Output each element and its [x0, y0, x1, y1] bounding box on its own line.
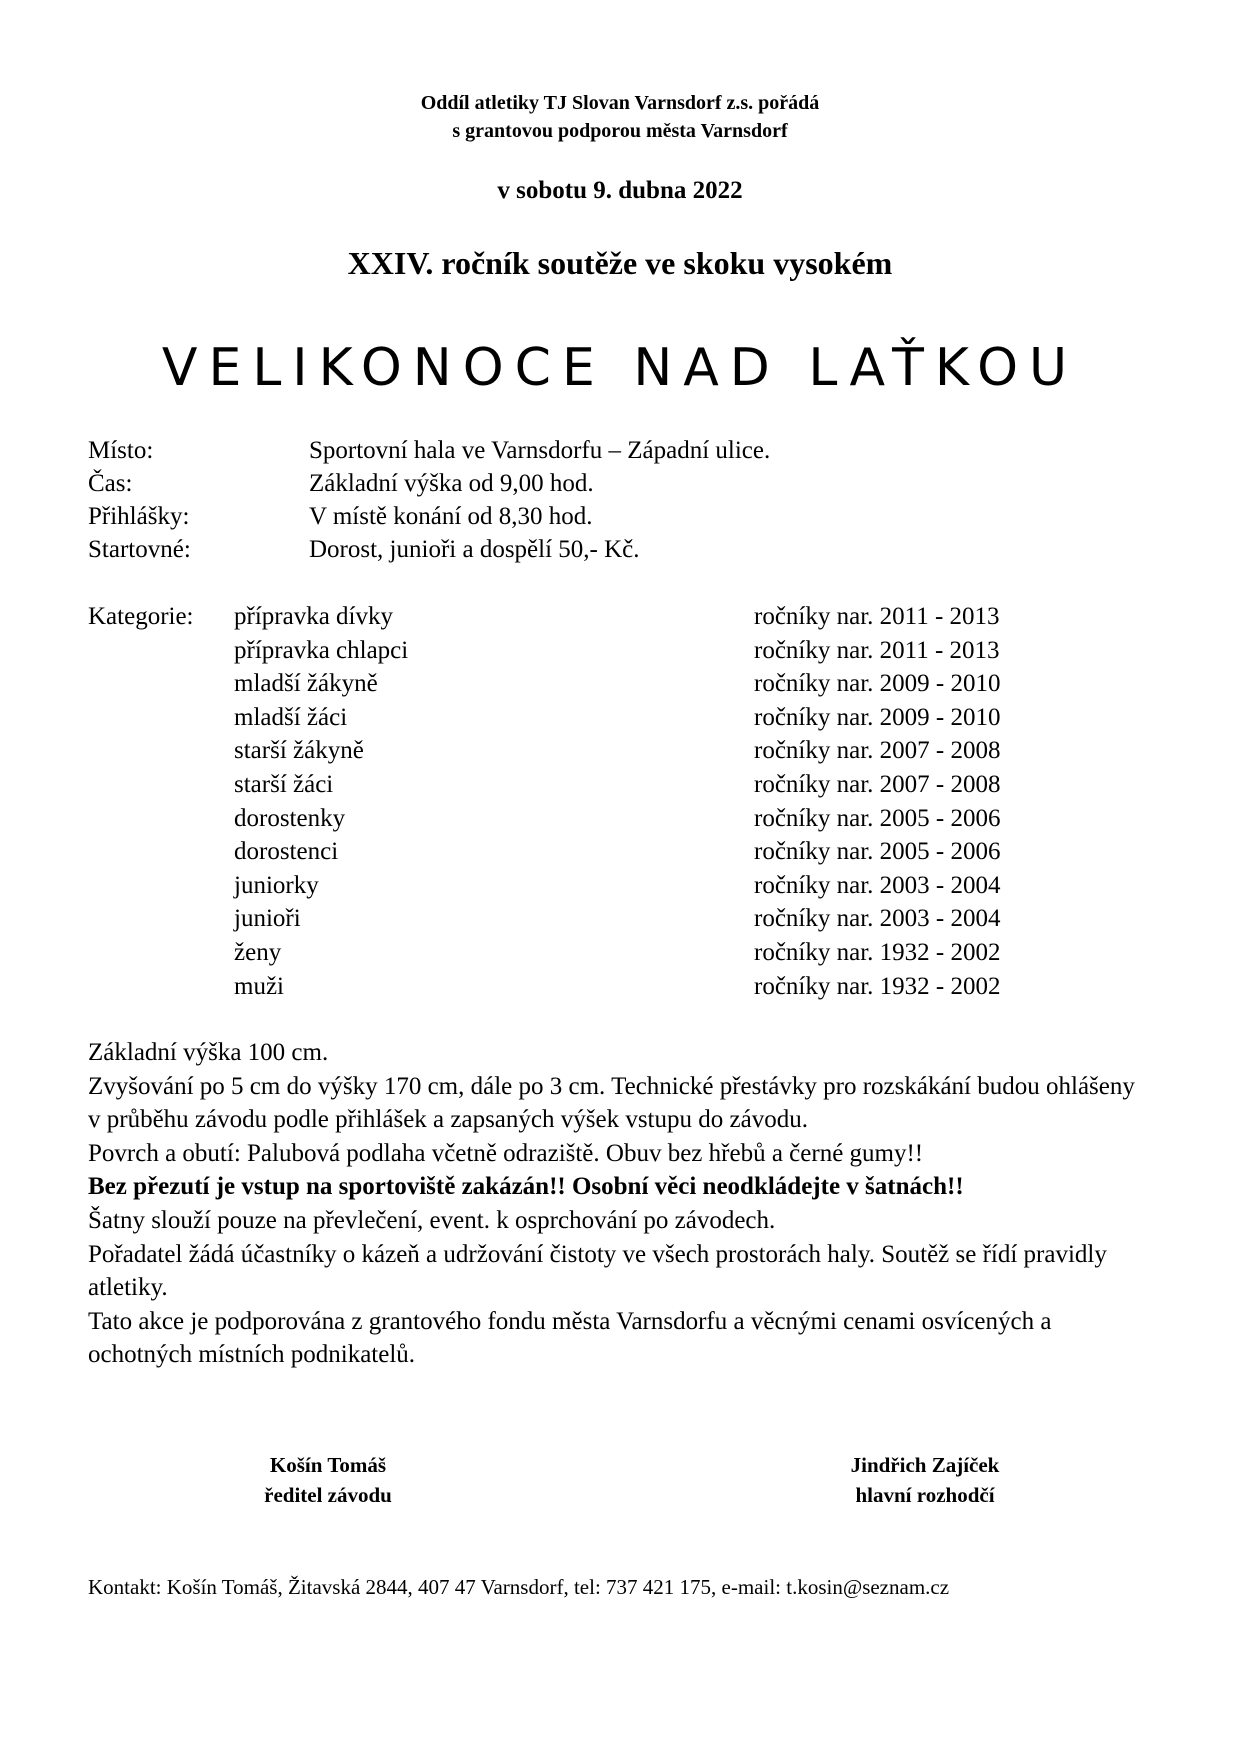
- rule-increments: Zvyšování po 5 cm do výšky 170 cm, dále po 3 cm. Technické přestávky pro rozskákání budou ohlášeny v průběhu závodu podle přihlášek a zapsaných výšek vstupu do závodu.: [88, 1072, 1135, 1134]
- info-label: Místo:: [88, 437, 154, 464]
- rule-surface: Povrch a obutí: Palubová podlaha včetně odraziště. Obuv bez hřebů a černé gumy!!: [88, 1139, 924, 1167]
- event-date: v sobotu 9. dubna 2022: [497, 177, 743, 204]
- organizer-line-2: s grantovou podporou města Varnsdorf: [452, 120, 788, 142]
- category-years: ročníky nar. 2007 - 2008: [754, 737, 1001, 765]
- category-name: dorostenci: [234, 838, 339, 866]
- category-years: ročníky nar. 2011 - 2013: [754, 603, 1000, 630]
- category-years: ročníky nar. 2005 - 2006: [754, 838, 1001, 866]
- category-years: ročníky nar. 1932 - 2002: [754, 938, 1001, 966]
- info-row-registration: [88, 503, 1088, 536]
- category-years: ročníky nar. 2003 - 2004: [754, 871, 1001, 899]
- categories-block: [88, 603, 1088, 1006]
- info-value: Dorost, junioři a dospělí 50,- Kč.: [309, 536, 640, 563]
- rule-warning: Bez přezutí je vstup na sportoviště zakázán!! Osobní věci neodkládejte v šatnách!!: [88, 1173, 964, 1201]
- organizer-line-1: Oddíl atletiky TJ Slovan Varnsdorf z.s. pořádá: [420, 92, 820, 114]
- category-years: ročníky nar. 2007 - 2008: [754, 770, 1001, 798]
- signature-director: [228, 1450, 428, 1510]
- signature-role: ředitel závodu: [264, 1483, 392, 1507]
- category-name: přípravka dívky: [234, 603, 393, 630]
- event-title: VELIKONOCE NAD LAŤKOU: [161, 338, 1079, 398]
- category-years: ročníky nar. 2011 - 2013: [754, 636, 1000, 664]
- category-years: ročníky nar. 2009 - 2010: [754, 703, 1001, 731]
- rules-block: [88, 1036, 1148, 1372]
- contact-line: Kontakt: Košín Tomáš, Žitavská 2844, 407 47 Varnsdorf, tel: 737 421 175, e-mail: t.kosin@seznam.cz: [88, 1575, 950, 1599]
- info-row-place: [88, 437, 1088, 470]
- signature-role: hlavní rozhodčí: [855, 1483, 995, 1507]
- rule-sponsors: Tato akce je podporována z grantového fondu města Varnsdorfu a věcnými cenami osvícených a ochotných místních podnikatelů.: [88, 1307, 1052, 1369]
- category-row: [88, 838, 1088, 872]
- category-row: [88, 973, 1088, 1007]
- category-years: ročníky nar. 2003 - 2004: [754, 905, 1001, 933]
- category-name: ženy: [234, 938, 282, 966]
- info-label: Startovné:: [88, 536, 191, 563]
- category-row: [88, 939, 1088, 973]
- category-row: [88, 637, 1088, 671]
- category-name: přípravka chlapci: [234, 636, 409, 664]
- category-name: starší žáci: [234, 770, 334, 798]
- category-years: ročníky nar. 2009 - 2010: [754, 670, 1001, 698]
- signature-name: Košín Tomáš: [269, 1453, 387, 1477]
- info-value: V místě konání od 8,30 hod.: [309, 503, 593, 530]
- category-name: mladší žáci: [234, 703, 348, 731]
- category-row: [88, 704, 1088, 738]
- category-name: juniorky: [234, 871, 319, 899]
- category-name: starší žákyně: [234, 737, 364, 765]
- category-years: ročníky nar. 1932 - 2002: [754, 972, 1001, 1000]
- info-block: [88, 437, 1088, 569]
- category-row: [88, 603, 1088, 637]
- rule-base-height: Základní výška 100 cm.: [88, 1039, 329, 1066]
- category-row: [88, 737, 1088, 771]
- info-label: Čas:: [88, 470, 133, 497]
- info-row-time: [88, 470, 1088, 503]
- category-row: [88, 670, 1088, 704]
- info-row-fee: [88, 536, 1088, 569]
- rule-changing-rooms: Šatny slouží pouze na převlečení, event. k osprchování po závodech.: [88, 1206, 776, 1234]
- event-subtitle: XXIV. ročník soutěže ve skoku vysokém: [347, 245, 893, 281]
- category-row: [88, 805, 1088, 839]
- info-label: Přihlášky:: [88, 503, 190, 530]
- category-row: [88, 771, 1088, 805]
- category-name: mladší žákyně: [234, 670, 378, 698]
- signature-name: Jindřich Zajíček: [850, 1453, 1000, 1477]
- info-value: Sportovní hala ve Varnsdorfu – Západní ulice.: [309, 437, 771, 464]
- category-name: dorostenky: [234, 804, 346, 832]
- category-name: muži: [234, 972, 284, 1000]
- category-row: [88, 872, 1088, 906]
- info-value: Základní výška od 9,00 hod.: [309, 470, 594, 497]
- rule-discipline: Pořadatel žádá účastníky o kázeň a udržování čistoty ve všech prostorách haly. Soutěž se řídí pravidly atletiky.: [88, 1240, 1107, 1302]
- categories-label: Kategorie:: [88, 603, 194, 630]
- signature-referee: [815, 1450, 1035, 1510]
- category-years: ročníky nar. 2005 - 2006: [754, 804, 1001, 832]
- category-row: [88, 905, 1088, 939]
- category-name: junioři: [234, 905, 301, 933]
